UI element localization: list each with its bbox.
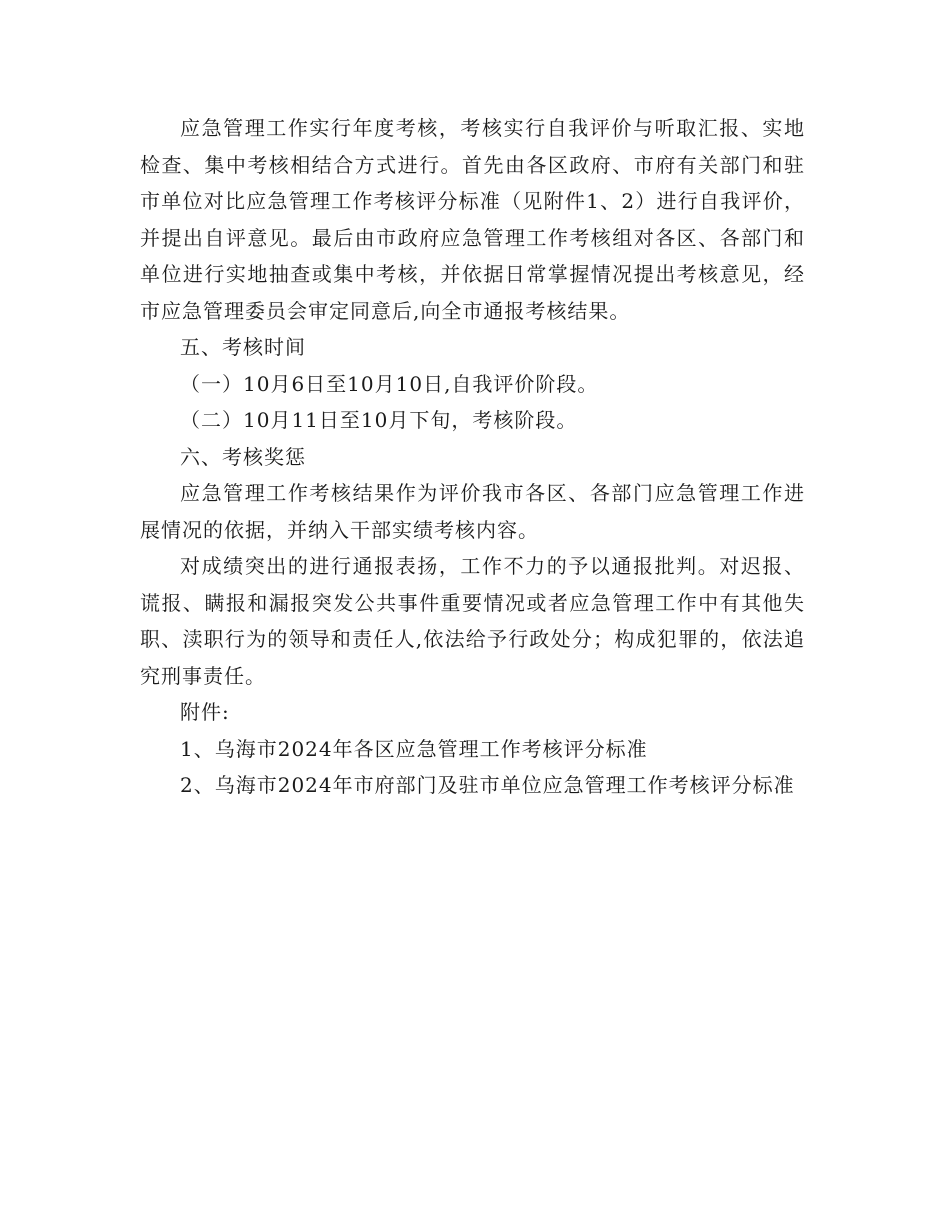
paragraph-commendation-and-punishment: 对成绩突出的进行通报表扬，工作不力的予以通报批判。对迟报、谎报、瞒报和漏报突发公共事件重要情况或者应急管理工作中有其他失职、渎职行为的领导和责任人,依法给予行政处分；构成犯罪的，依法追究刑事责任。 <box>140 554 805 688</box>
paragraph-assessment-results-usage: 应急管理工作考核结果作为评价我市各区、各部门应急管理工作进展情况的依据，并纳入干部实绩考核内容。 <box>140 481 805 542</box>
attachment-item-1: 1、乌海市2024年各区应急管理工作考核评分标准 <box>180 736 648 761</box>
section-heading-assessment-time: 五、考核时间 <box>180 335 306 359</box>
attachment-item-2: 2、乌海市2024年市府部门及驻市单位应急管理工作考核评分标准 <box>180 773 795 797</box>
section-heading-rewards-penalties: 六、考核奖惩 <box>180 444 306 469</box>
list-item-self-evaluation-stage: （一）10月6日至10月10日,自我评价阶段。 <box>180 371 599 396</box>
list-item-assessment-stage: （二）10月11日至10月下旬，考核阶段。 <box>180 408 578 432</box>
attachments-heading: 附件: <box>180 700 230 724</box>
document-body <box>140 110 805 804</box>
paragraph-assessment-method: 应急管理工作实行年度考核，考核实行自我评价与听取汇报、实地检查、集中考核相结合方式进行。首先由各区政府、市府有关部门和驻市单位对比应急管理工作考核评分标准（见附件1、2）进行自我评价，并提出自评意见。最后由市政府应急管理工作考核组对各区、各部门和单位进行实地抽查或集中考核，并依据日常掌握情况提出考核意见，经市应急管理委员会审定同意后,向全市通报考核结果。 <box>140 116 805 323</box>
